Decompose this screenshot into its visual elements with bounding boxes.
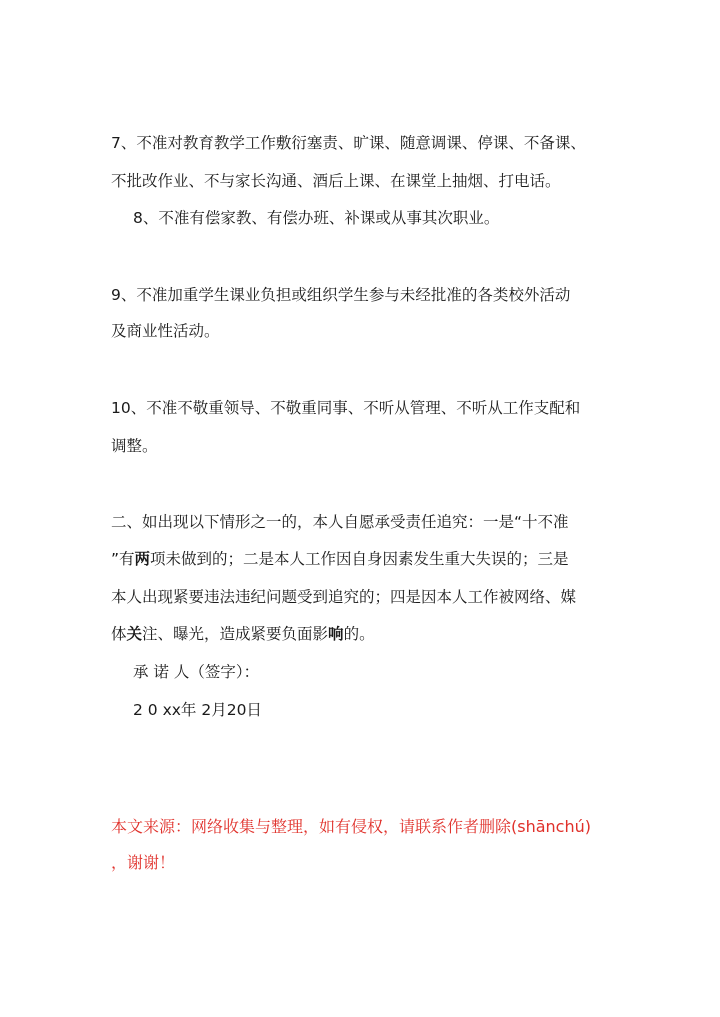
section-2-line-1: 二、如出现以下情形之一的，本人自愿承受责任追究：一是“十不准 bbox=[111, 513, 569, 531]
section-2-line-2-prefix: ”有 bbox=[111, 550, 135, 568]
signature-label: 承 诺 人（签字）： bbox=[133, 663, 260, 681]
section-2-line-4-bold-1: 关 bbox=[126, 625, 143, 643]
section-2-line-3: 本人出现紧要违法违纪问题受到追究的；四是因本人工作被网络、媒 bbox=[111, 588, 577, 606]
signature-date: 2 0 xx年 2月20日 bbox=[133, 701, 262, 719]
section-2-line-4-a: 体 bbox=[111, 625, 127, 643]
source-note-line-1: 本文来源：网络收集与整理，如有侵权，请联系作者删除(shānchú) bbox=[111, 817, 591, 836]
section-2-line-4 bbox=[111, 624, 375, 644]
section-2-line-2-suffix: 项未做到的；二是本人工作因自身因素发生重大失误的；三是 bbox=[150, 550, 569, 568]
item-10-line-1: 10、不准不敬重领导、不敬重同事、不听从管理、不听从工作支配和 bbox=[111, 399, 581, 417]
item-9-line-1: 9、不准加重学生课业负担或组织学生参与未经批准的各类校外活动 bbox=[111, 286, 571, 304]
section-2-line-2 bbox=[111, 549, 569, 569]
section-2-line-4-bold-2: 响 bbox=[328, 625, 344, 643]
source-note-line-2: ，谢谢！ bbox=[111, 853, 176, 872]
item-10-line-2: 调整。 bbox=[111, 437, 158, 455]
section-2-line-4-b: 注、曝光，造成紧要负面影 bbox=[142, 625, 329, 643]
section-2-line-2-bold: 两 bbox=[134, 550, 151, 568]
item-8: 8、不准有偿家教、有偿办班、补课或从事其次职业。 bbox=[133, 209, 500, 227]
section-2-line-4-c: 的。 bbox=[343, 625, 375, 643]
item-7-line-2: 不批改作业、不与家长沟通、酒后上课、在课堂上抽烟、打电话。 bbox=[111, 172, 561, 190]
item-7-line-1: 7、不准对教育教学工作敷衍塞责、旷课、随意调课、停课、不备课、 bbox=[111, 134, 586, 152]
item-9-line-2: 及商业性活动。 bbox=[111, 322, 220, 340]
